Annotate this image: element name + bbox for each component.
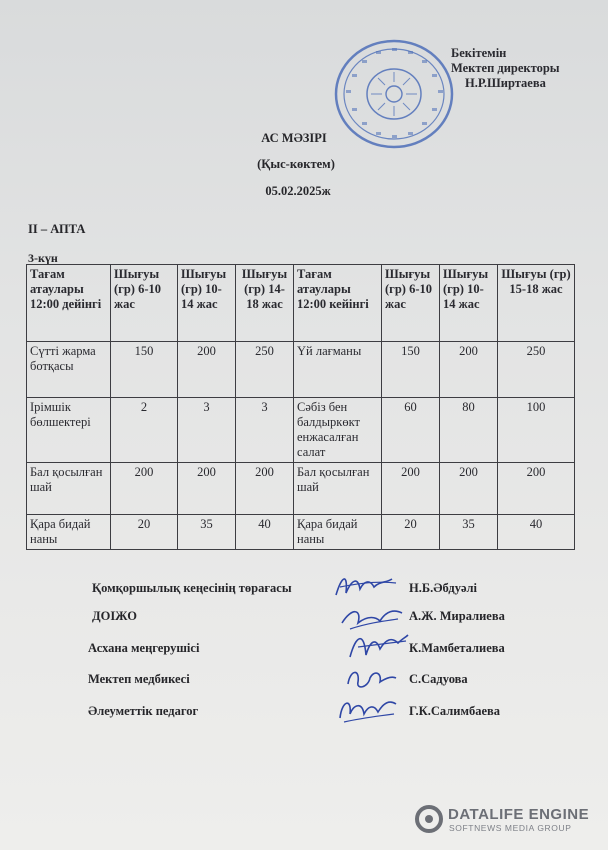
column-header: Тағам атаулары 12:00 кейінгі [294, 265, 382, 342]
signatory-name: С.Садуова [409, 672, 468, 686]
table-row [27, 515, 575, 550]
signatory-role: Мектеп медбикесі [88, 672, 190, 686]
portion-value: 200 [178, 342, 236, 398]
portion-value: 200 [440, 342, 498, 398]
portion-value: 40 [236, 515, 294, 550]
portion-value: 60 [382, 398, 440, 463]
week-label: ІІ – АПТА [28, 222, 86, 236]
menu-season: (Қыс-көктем) [257, 157, 335, 171]
portion-value: 3 [178, 398, 236, 463]
signature-row [0, 641, 608, 661]
dish-name: Бал қосылған шай [27, 463, 111, 515]
dish-name: Қара бидай наны [294, 515, 382, 550]
signatory-role: ДОІЖО [92, 609, 137, 623]
watermark-subtitle: SOFTNEWS MEDIA GROUP [449, 823, 572, 833]
portion-value: 100 [498, 398, 575, 463]
menu-table [26, 264, 575, 550]
portion-value: 20 [382, 515, 440, 550]
portion-value: 2 [111, 398, 178, 463]
signature-row [0, 581, 608, 601]
portion-value: 250 [498, 342, 575, 398]
signatory-name: Г.К.Салимбаева [409, 704, 501, 718]
handwritten-signature-icon [340, 662, 400, 696]
column-header: Шығуы (гр) 10-14 жас [440, 265, 498, 342]
day-label: 3-күн [28, 251, 58, 265]
column-header: Шығуы (гр) 15-18 жас [498, 265, 575, 342]
table-row [27, 342, 575, 398]
table-row [27, 463, 575, 515]
approval-line-approve: Бекітемін [451, 46, 507, 60]
column-header: Шығуы (гр) 10-14 жас [178, 265, 236, 342]
column-header: Шығуы (гр) 14-18 жас [236, 265, 294, 342]
table-row [27, 398, 575, 463]
portion-value: 200 [236, 463, 294, 515]
portion-value: 200 [382, 463, 440, 515]
signature-row [0, 672, 608, 692]
signatory-role: Қомқоршылық кеңесінің төрағасы [92, 581, 292, 595]
dish-name: Қара бидай наны [27, 515, 111, 550]
portion-value: 150 [382, 342, 440, 398]
dish-name: Ірімшік бөлшектері [27, 398, 111, 463]
column-header: Шығуы (гр) 6-10 жас [111, 265, 178, 342]
signatory-role: Асхана меңгерушісі [88, 641, 200, 655]
menu-title: АС МӘЗІРІ [261, 131, 327, 145]
watermark-brand: DATALIFE ENGINE [448, 806, 590, 823]
portion-value: 20 [111, 515, 178, 550]
portion-value: 3 [236, 398, 294, 463]
handwritten-signature-icon [344, 627, 410, 665]
portion-value: 250 [236, 342, 294, 398]
dish-name: Бал қосылған шай [294, 463, 382, 515]
handwritten-signature-icon [334, 692, 400, 728]
column-header: Тағам атаулары 12:00 дейінгі [27, 265, 111, 342]
portion-value: 200 [498, 463, 575, 515]
signatory-name: А.Ж. Миралиева [409, 609, 505, 623]
portion-value: 150 [111, 342, 178, 398]
portion-value: 80 [440, 398, 498, 463]
portion-value: 35 [440, 515, 498, 550]
dish-name: Үй лағманы [294, 342, 382, 398]
signatory-name: Н.Б.Әбдуәлі [409, 581, 478, 595]
column-header: Шығуы (гр) 6-10 жас [382, 265, 440, 342]
approval-block [451, 46, 560, 91]
signatory-name: К.Мамбеталиева [409, 641, 505, 655]
signatory-role: Әлеуметтік педагог [88, 704, 199, 718]
handwritten-signature-icon [330, 569, 400, 603]
portion-value: 35 [178, 515, 236, 550]
signature-row [0, 609, 608, 629]
portion-value: 40 [498, 515, 575, 550]
signature-row [0, 704, 608, 724]
approval-line-name: Н.Р.Ширтаева [465, 76, 546, 90]
dish-name: Сәбіз бен балдыркөкт енжасалған салат [294, 398, 382, 463]
portion-value: 200 [178, 463, 236, 515]
table-header-row [27, 265, 575, 342]
approval-line-position: Мектеп директоры [451, 61, 560, 75]
menu-date: 05.02.2025ж [265, 184, 331, 198]
portion-value: 200 [440, 463, 498, 515]
dish-name: Сүтті жарма ботқасы [27, 342, 111, 398]
portion-value: 200 [111, 463, 178, 515]
